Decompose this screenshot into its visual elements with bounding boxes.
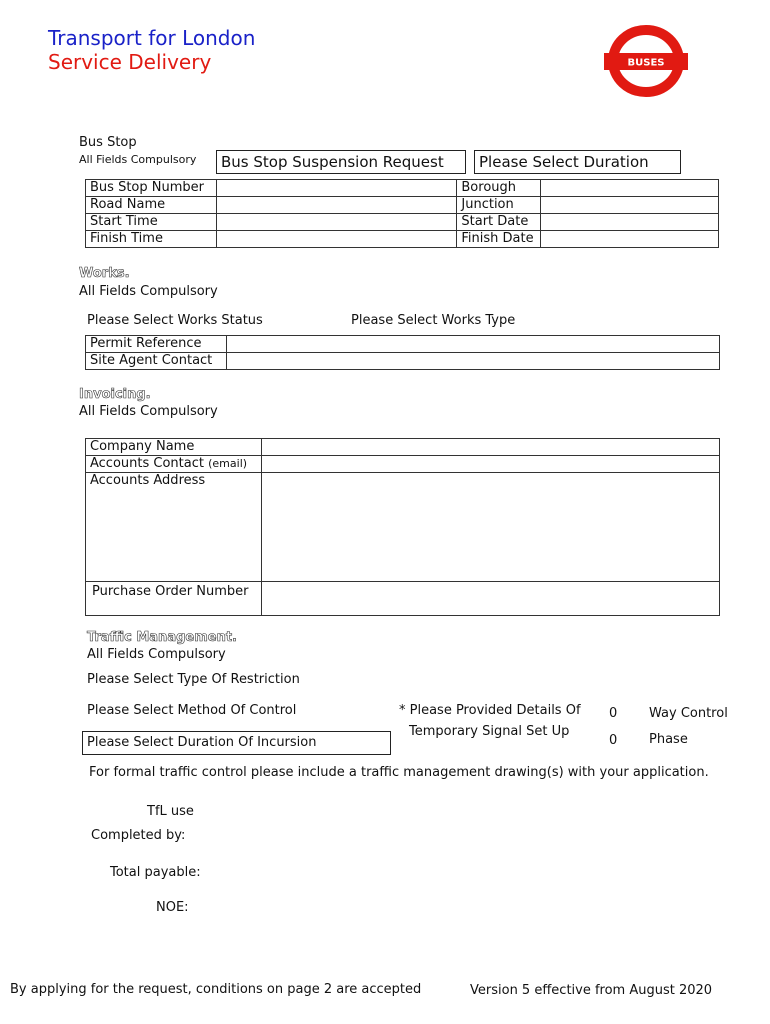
start-date-field[interactable] [541, 214, 719, 231]
version-footer: Version 5 effective from August 2020 [470, 983, 713, 998]
table-row [86, 214, 719, 231]
traffic-drawing-note: For formal traffic control please include a traffic management drawing(s) with your application. [89, 765, 709, 780]
way-control-field[interactable]: 0 [609, 706, 618, 721]
borough-field[interactable] [541, 180, 719, 197]
road-name-label: Road Name [86, 197, 217, 214]
works-status-select[interactable]: Please Select Works Status [87, 313, 263, 328]
site-agent-contact-label: Site Agent Contact [86, 353, 227, 370]
invoicing-heading: Invoicing. [79, 387, 151, 402]
bus-stop-heading: Bus Stop [79, 135, 137, 150]
way-control-label: Way Control [649, 706, 728, 721]
email-note: (email) [208, 457, 248, 470]
table-row [86, 439, 720, 456]
restriction-select[interactable]: Please Select Type Of Restriction [87, 672, 300, 687]
company-name-field[interactable] [261, 439, 719, 456]
noe-label: NOE: [156, 900, 189, 915]
finish-date-field[interactable] [541, 231, 719, 248]
site-agent-contact-field[interactable] [226, 353, 719, 370]
purchase-order-label: Purchase Order Number [86, 582, 262, 616]
incursion-select[interactable]: Please Select Duration Of Incursion [82, 731, 391, 755]
signal-details-line1: * Please Provided Details Of [399, 703, 581, 718]
accounts-contact-field[interactable] [261, 456, 719, 473]
works-compulsory: All Fields Compulsory [79, 284, 218, 299]
tfl-use-heading: TfL use [147, 804, 194, 819]
junction-field[interactable] [541, 197, 719, 214]
table-row [86, 473, 720, 582]
table-row [86, 180, 719, 197]
finish-date-label: Finish Date [457, 231, 541, 248]
table-row [86, 353, 720, 370]
phase-label: Phase [649, 732, 688, 747]
dept-title: Service Delivery [48, 50, 212, 74]
table-row [86, 336, 720, 353]
bus-stop-table [85, 179, 719, 248]
purchase-order-field[interactable] [261, 582, 719, 616]
company-name-label: Company Name [86, 439, 262, 456]
table-row [86, 456, 720, 473]
start-time-label: Start Time [86, 214, 217, 231]
bus-stop-number-field[interactable] [216, 180, 456, 197]
bus-stop-number-label: Bus Stop Number [86, 180, 217, 197]
works-type-select[interactable]: Please Select Works Type [351, 313, 516, 328]
accounts-address-label: Accounts Address [86, 473, 262, 582]
start-time-field[interactable] [216, 214, 456, 231]
finish-time-field[interactable] [216, 231, 456, 248]
table-row [86, 231, 719, 248]
accounts-address-field[interactable] [261, 473, 719, 582]
table-row [86, 582, 720, 616]
buses-roundel-logo [604, 24, 688, 98]
bus-stop-compulsory: All Fields Compulsory [79, 153, 197, 166]
signal-details-line2: Temporary Signal Set Up [409, 724, 570, 739]
finish-time-label: Finish Time [86, 231, 217, 248]
permit-reference-field[interactable] [226, 336, 719, 353]
traffic-heading: Traffic Management. [87, 630, 237, 645]
method-select[interactable]: Please Select Method Of Control [87, 703, 297, 718]
works-table [85, 335, 720, 370]
start-date-label: Start Date [457, 214, 541, 231]
works-heading: Works. [79, 266, 130, 281]
road-name-field[interactable] [216, 197, 456, 214]
table-row [86, 197, 719, 214]
accounts-contact-label [86, 456, 262, 473]
logo-text: BUSES [627, 57, 665, 69]
duration-select[interactable]: Please Select Duration [474, 150, 681, 174]
phase-field[interactable]: 0 [609, 733, 618, 748]
request-type-select[interactable]: Bus Stop Suspension Request [216, 150, 466, 174]
borough-label: Borough [457, 180, 541, 197]
conditions-footer: By applying for the request, conditions on page 2 are accepted [10, 982, 422, 997]
traffic-compulsory: All Fields Compulsory [87, 647, 226, 662]
permit-reference-label: Permit Reference [86, 336, 227, 353]
invoicing-compulsory: All Fields Compulsory [79, 404, 218, 419]
total-payable-label: Total payable: [110, 865, 201, 880]
invoicing-table [85, 438, 720, 616]
org-title: Transport for London [48, 26, 256, 50]
junction-label: Junction [457, 197, 541, 214]
accounts-contact-text: Accounts Contact [90, 456, 204, 471]
completed-by-label: Completed by: [91, 828, 186, 843]
